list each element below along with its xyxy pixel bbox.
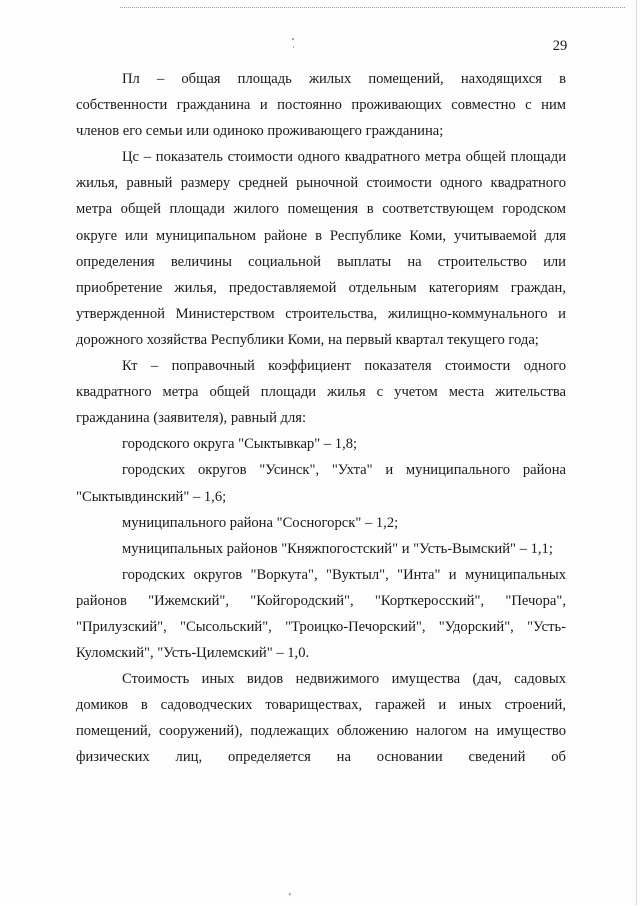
coefficient-sosnogorsk: муниципального района "Сосногорск" – 1,2; (122, 514, 399, 531)
scan-artifact-bottom-mark: ﾞ (288, 893, 294, 905)
paragraph-cs-definition: Цс – показатель стоимости одного квадратного метра общей площади жилья, равный размеру средней рыночной стоимости одного квадратного метра общей площади жилого помещения в соответствующем городском округе или муниципальном районе в Республике Коми, учитываемой для определения величины социальной выплаты на строительство или приобретение жилья, предоставляемой отдельным категориям граждан, утвержденной Министерством строительства, жилищно-коммунального и дорожного хозяйства Республики Коми, на первый квартал текущего года; (76, 149, 566, 348)
coefficient-knyazhpogostsky: муниципальных районов "Княжпогостский" и "Усть-Вымский" – 1,1; (122, 540, 553, 557)
scan-artifact-right-edge (636, 0, 637, 905)
scan-speck (293, 46, 294, 48)
scan-artifact-top-line (120, 7, 625, 8)
paragraph-other-property: Стоимость иных видов недвижимого имущества (дач, садовых домиков в садоводческих товариществах, гаражей и иных строений, помещений, сооружений), подлежащих обложению налогом на имущество физических лиц, определяется на основании сведений об (76, 671, 566, 766)
document-body (76, 66, 566, 771)
coefficient-usinsk-ukhta: городских округов "Усинск", "Ухта" и муниципального района "Сыктывдинский" – 1,6; (76, 462, 566, 505)
coefficient-vorkuta-group: городских округов "Воркута", "Вуктыл", "Инта" и муниципальных районов "Ижемский", "Койгородский", "Корткеросский", "Печора", "Прилузский", "Сысольский", "Троицко-Печорский", "Удорский", "Усть-Куломский", "Усть-Цилемский" – 1,0. (76, 566, 566, 662)
paragraph-kt-definition: Кт – поправочный коэффициент показателя стоимости одного квадратного метра общей площади жилья с учетом места жительства гражданина (заявителя), равный для: (76, 358, 566, 427)
page-number: 29 (552, 38, 568, 54)
paragraph-pl-definition: Пл – общая площадь жилых помещений, находящихся в собственности гражданина и постоянно проживающих совместно с ним членов его семьи или одиноко проживающего гражданина; (76, 71, 566, 140)
scan-speck (292, 38, 294, 40)
coefficient-syktyvkar: городского округа "Сыктывкар" – 1,8; (122, 436, 358, 453)
